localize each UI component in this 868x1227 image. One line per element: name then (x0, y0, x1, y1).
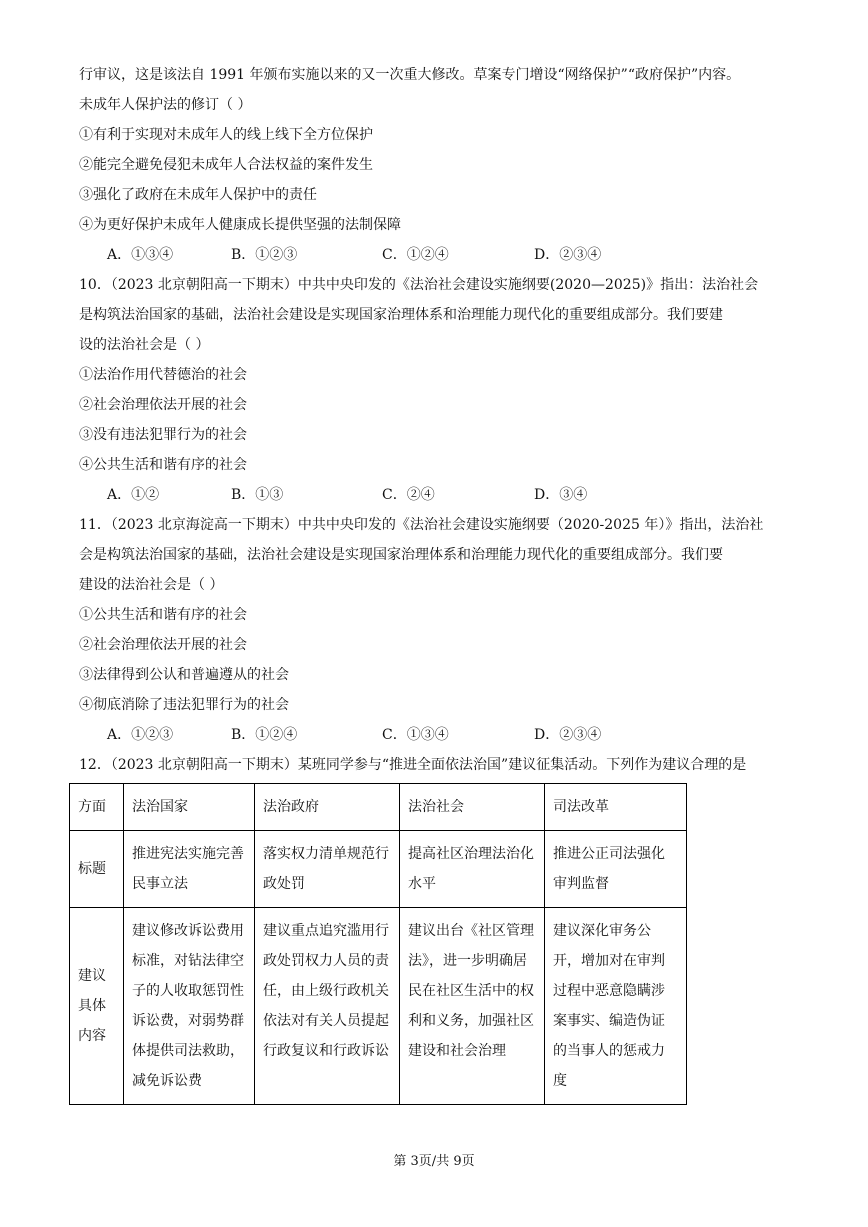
q10-option-b: B．①③ (231, 487, 284, 503)
q11-stem-line-2: 会是构筑法治国家的基础，法治社会建设是实现国家治理体系和治理能力现代化的重要组成部分。我们要 (79, 547, 723, 563)
q9-option-a: A．①③④ (107, 247, 174, 263)
table-cell: 建议修改诉讼费用标准，对钻法律空子的人收取惩罚性诉讼费，对弱势群体提供司法救助，减免诉讼费 (124, 908, 255, 1105)
table-header-cell: 司法改革 (545, 784, 687, 831)
q11-option-a: A．①②③ (107, 727, 174, 743)
q9-statement-2: ②能完全避免侵犯未成年人合法权益的案件发生 (79, 157, 373, 173)
table-cell: 建议重点追究滥用行政处罚权力人员的责任，由上级行政机关依法对有关人员提起行政复议和行政诉讼 (255, 908, 400, 1105)
table-cell: 推进公正司法强化审判监督 (545, 831, 687, 908)
table-header-cell: 法治国家 (124, 784, 255, 831)
table-cell: 落实权力清单规范行政处罚 (255, 831, 400, 908)
table-header-cell: 法治社会 (400, 784, 545, 831)
table-header-row (70, 784, 687, 831)
table-cell: 提高社区治理法治化水平 (400, 831, 545, 908)
q10-stem-line-2: 是构筑法治国家的基础，法治社会建设是实现国家治理体系和治理能力现代化的重要组成部分。我们要建 (79, 307, 723, 323)
table-header-cell: 法治政府 (255, 784, 400, 831)
q10-option-d: D．③④ (534, 487, 588, 503)
q9-option-c: C．①②④ (382, 247, 449, 263)
table-row-label: 建议具体内容 (70, 908, 124, 1105)
q10-statement-1: ①法治作用代替德治的社会 (79, 367, 247, 383)
q11-statement-3: ③法律得到公认和普遍遵从的社会 (79, 667, 289, 683)
table-header-cell: 方面 (70, 784, 124, 831)
q12-table (69, 783, 687, 1105)
q11-stem-line-3: 建设的法治社会是（ ） (79, 577, 224, 593)
q10-option-a: A．①② (107, 487, 160, 503)
q9-option-b: B．①②③ (231, 247, 298, 263)
q10-stem-line-1: 10．（2023 北京朝阳高一下期末）中共中央印发的《法治社会建设实施纲要(2020—2025)》指出：法治社会 (79, 277, 759, 293)
table-row-content (70, 908, 687, 1105)
q10-statement-2: ②社会治理依法开展的社会 (79, 397, 247, 413)
table-row-label: 标题 (70, 831, 124, 908)
q11-option-b: B．①②④ (231, 727, 298, 743)
q10-option-c: C．②④ (382, 487, 435, 503)
q11-statement-4: ④彻底消除了违法犯罪行为的社会 (79, 697, 289, 713)
table-cell: 建议深化审务公开，增加对在审判过程中恶意隐瞒涉案事实、编造伪证的当事人的惩戒力度 (545, 908, 687, 1105)
q9-statement-4: ④为更好保护未成年人健康成长提供坚强的法制保障 (79, 217, 401, 233)
q11-statement-1: ①公共生活和谐有序的社会 (79, 607, 247, 623)
table-cell: 推进宪法实施完善民事立法 (124, 831, 255, 908)
q11-option-d: D．②③④ (534, 727, 602, 743)
q9-statement-3: ③强化了政府在未成年人保护中的责任 (79, 187, 317, 203)
page-footer: 第 3页/共 9页 (393, 1154, 475, 1169)
q9-stem-line-1: 行审议，这是该法自 1991 年颁布实施以来的又一次重大修改。草案专门增设“网络保护”“政府保护”内容。 (79, 67, 741, 83)
q11-option-c: C．①③④ (382, 727, 449, 743)
q9-option-d: D．②③④ (534, 247, 602, 263)
q10-stem-line-3: 设的法治社会是（ ） (79, 337, 210, 353)
q10-statement-4: ④公共生活和谐有序的社会 (79, 457, 247, 473)
q9-stem-line-2: 未成年人保护法的修订（ ） (79, 97, 252, 113)
q11-statement-2: ②社会治理依法开展的社会 (79, 637, 247, 653)
table-cell: 建议出台《社区管理法》，进一步明确居民在社区生活中的权利和义务，加强社区建设和社会治理 (400, 908, 545, 1105)
table-row-title (70, 831, 687, 908)
q12-stem: 12．（2023 北京朝阳高一下期末）某班同学参与“推进全面依法治国”建议征集活动。下列作为建议合理的是 (79, 757, 747, 773)
q10-statement-3: ③没有违法犯罪行为的社会 (79, 427, 247, 443)
q9-statement-1: ①有利于实现对未成年人的线上线下全方位保护 (79, 127, 373, 143)
q11-stem-line-1: 11．（2023 北京海淀高一下期末）中共中央印发的《法治社会建设实施纲要（2020-2025 年）》指出，法治社 (79, 517, 764, 533)
